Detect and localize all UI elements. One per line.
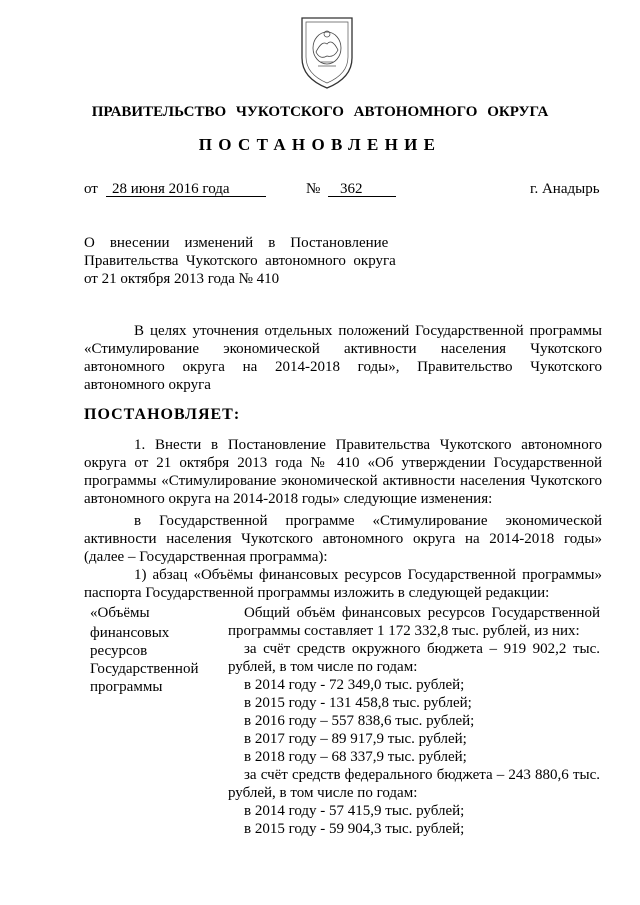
subject-line-2: Правительства Чукотского автономного округа <box>84 253 396 269</box>
table-district-year: в 2017 году – 89 917,9 тыс. рублей; <box>244 731 467 747</box>
table-total: Общий объём финансовых ресурсов Государственной программы составляет 1 172 332,8 тыс. рублей, из них: <box>228 605 600 639</box>
table-federal-year: в 2014 году - 57 415,9 тыс. рублей; <box>244 803 465 819</box>
table-left-line: Государственной <box>90 661 199 677</box>
subject-line-3: от 21 октября 2013 года № 410 <box>84 271 280 287</box>
organization-name: ПРАВИТЕЛЬСТВО ЧУКОТСКОГО АВТОНОМНОГО ОКРУГА <box>91 104 549 120</box>
date-prefix: от <box>84 181 98 197</box>
city: г. Анадырь <box>530 181 600 197</box>
table-district-budget: за счёт средств окружного бюджета – 919 902,2 тыс. рублей, в том числе по годам: <box>228 641 600 675</box>
table-left-line: ресурсов <box>90 643 148 659</box>
item-1: 1. Внести в Постановление Правительства Чукотского автономного округа от 21 октября 2013 года № 410 «Об утверждении Государственной программы «Стимулирование экономической активности населения Чукотского автономного округа на 2014-2018 годы» следующие изменения: <box>84 437 602 507</box>
number-prefix: № <box>306 181 321 197</box>
table-federal-budget: за счёт средств федерального бюджета – 243 880,6 тыс. рублей, в том числе по годам: <box>228 767 600 801</box>
table-district-year: в 2015 году - 131 458,8 тыс. рублей; <box>244 695 472 711</box>
item-1-sub-1: 1) абзац «Объёмы финансовых ресурсов Государственной программы» паспорта Государственной программы изложить в следующей редакции: <box>84 567 602 601</box>
coat-of-arms-icon <box>294 12 360 92</box>
item-1-sub: в Государственной программе «Стимулирование экономической активности населения Чукотского автономного округа на 2014-2018 годы» (далее – Государственная программа): <box>84 513 602 565</box>
document-type: ПОСТАНОВЛЕНИЕ <box>198 135 442 154</box>
table-federal-year: в 2015 году - 59 904,3 тыс. рублей; <box>244 821 465 837</box>
preamble: В целях уточнения отдельных положений Государственной программы «Стимулирование экономической активности населения Чукотского автономного округа на 2014-2018 годы», Правительство Чукотского автономного округа <box>84 323 602 393</box>
table-district-year: в 2014 году - 72 349,0 тыс. рублей; <box>244 677 465 693</box>
document-number: 362 <box>340 181 363 197</box>
table-district-year: в 2018 году – 68 337,9 тыс. рублей; <box>244 749 467 765</box>
table-district-year: в 2016 году – 557 838,6 тыс. рублей; <box>244 713 475 729</box>
subject-line-1: О внесении изменений в Постановление <box>84 235 389 251</box>
table-left-line: программы <box>90 679 163 695</box>
table-left-line: «Объёмы <box>90 605 150 621</box>
document-date: 28 июня 2016 года <box>112 181 230 197</box>
resolve-heading: ПОСТАНОВЛЯЕТ: <box>84 406 241 423</box>
table-left-line: финансовых <box>90 625 170 641</box>
